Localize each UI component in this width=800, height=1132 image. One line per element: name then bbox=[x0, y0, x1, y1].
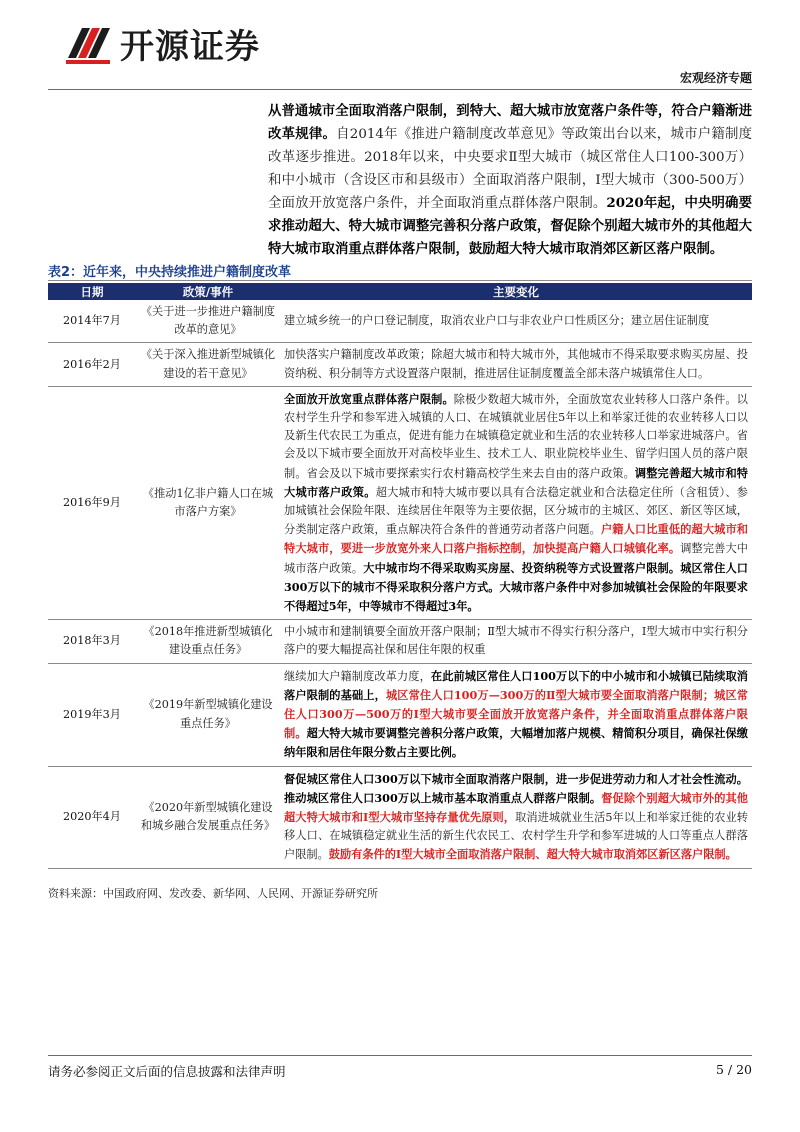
table-body bbox=[48, 300, 752, 868]
table-row bbox=[48, 386, 752, 619]
intro-text bbox=[268, 100, 752, 261]
text-segment: 督促除个别超大城市外的其他超大特大城市和Ⅰ型大城市坚持存量优先原则， bbox=[284, 790, 748, 825]
row-policy: 《2019年新型城镇化建设重点任务》 bbox=[136, 663, 280, 766]
row-date: 2014年7月 bbox=[48, 300, 136, 343]
intro-paragraph bbox=[268, 100, 752, 261]
table-title: 表2：近年来，中央持续推进户籍制度改革 bbox=[48, 265, 292, 280]
row-change bbox=[280, 620, 752, 663]
header-policy: 政策/事件 bbox=[136, 283, 280, 300]
row-policy: 《关于进一步推进户籍制度改革的意见》 bbox=[136, 300, 280, 343]
row-date: 2016年2月 bbox=[48, 343, 136, 386]
text-segment: 除极少数超大城市外，全面放宽农业转移人口落户条件。以农村学生升学和参军进入城镇的人口、在城镇就业居住5年以上和举家迁徙的农业转移人口以及新生代农民工为重点，促进有能力在城镇稳定就业和生活的农业转移人口举家进城落户。省会及以下城市要全面放开对高校毕业生、技术工人、职业院校毕业生、留学归国人员的落户限制。省会及以下城市要探索实行农村籍高校学生来去自由的落户政策。 bbox=[284, 392, 748, 480]
footer-divider bbox=[48, 1055, 752, 1056]
text-segment: 督促城区常住人口300万以下城市全面取消落户限制，进一步促进劳动力和人才社会性流动。推动城区常住人口300万以上城市基本取消重点人群落户限制。 bbox=[284, 771, 748, 805]
row-date: 2020年4月 bbox=[48, 766, 136, 868]
text-segment: 超大城市和特大城市要以具有合法稳定就业和合法稳定住所（含租赁）、参加城镇社会保险年限、连续居住年限等为主要依据，区分城市的主城区、郊区、新区等区域，分类制定落户政策，重点解决符合条件的普通劳动者落户问题。 bbox=[284, 485, 748, 537]
text-segment: 从普通城市全面取消落户限制，到特大、超大城市放宽落户条件等，符合户籍渐进改革规律。 bbox=[268, 103, 752, 142]
table-row bbox=[48, 663, 752, 766]
row-change bbox=[280, 766, 752, 868]
text-segment: 调整完善大中城市落户政策。 bbox=[284, 542, 748, 575]
row-date: 2016年9月 bbox=[48, 386, 136, 619]
header-divider bbox=[48, 89, 752, 90]
row-policy: 《推动1亿非户籍人口在城市落户方案》 bbox=[136, 386, 280, 619]
row-change bbox=[280, 386, 752, 619]
row-policy: 《2018年推进新型城镇化建设重点任务》 bbox=[136, 620, 280, 663]
brand-logo-mark-icon bbox=[62, 18, 118, 68]
text-segment: 鼓励有条件的Ⅰ型大城市全面取消落户限制、超大特大城市取消郊区新区落户限制。 bbox=[328, 847, 737, 862]
row-change bbox=[280, 343, 752, 386]
text-segment: 2020年起，中央明确要求推动超大、特大城市调整完善积分落户政策，督促除个别超大城市外的其他超大特大城市取消重点群体落户限制，鼓励超大特大城市取消郊区新区落户限制。 bbox=[268, 195, 752, 257]
row-change bbox=[280, 663, 752, 766]
table-row bbox=[48, 300, 752, 343]
row-policy: 《2020年新型城镇化建设和城乡融合发展重点任务》 bbox=[136, 766, 280, 868]
text-segment: 加快落实户籍制度改革政策；除超大城市和特大城市外，其他城市不得采取要求购买房屋、投资纳税、积分制等方式设置落户限制，推进居住证制度覆盖全部未落户城镇常住人口。 bbox=[284, 348, 748, 380]
text-segment: 全面放开放宽重点群体落户限制。 bbox=[284, 391, 454, 406]
table-header-row bbox=[48, 283, 752, 300]
page-header bbox=[0, 0, 800, 92]
text-segment: 取消进城就业生活5年以上和举家迁徙的农业转移人口、在城镇稳定就业生活的新生代农民工、农村学生升学和参军进城的人口等重点人群落户限制。 bbox=[284, 811, 748, 862]
row-change bbox=[280, 300, 752, 343]
header-date: 日期 bbox=[48, 283, 136, 300]
text-segment: 自2014年《推进户籍制度改革意见》等政策出台以来，城市户籍制度改革逐步推进。2018年以来，中央要求Ⅱ型大城市（城区常住人口100-300万）和中小城市（含设区市和县级市）全面取消落户限制，Ⅰ型大城市（300-500万）全面放开放宽落户条件，并全面取消重点群体落户限制。 bbox=[268, 127, 752, 211]
policy-table bbox=[48, 283, 752, 869]
table-row bbox=[48, 343, 752, 386]
table-row bbox=[48, 620, 752, 663]
text-segment: 建立城乡统一的户口登记制度，取消农业户口与非农业户口性质区分；建立居住证制度 bbox=[284, 314, 710, 328]
source-note: 资料来源：中国政府网、发改委、新华网、人民网、开源证券研究所 bbox=[48, 887, 378, 900]
text-segment: 大中城市均不得采取购买房屋、投资纳税等方式设置落户限制。城区常住人口300万以下的城市不得采取积分落户方式。大城市落户条件中对参加城镇社会保险的年限要求不得超过5年，中等城市不得超过3年。 bbox=[284, 560, 748, 614]
table-title-divider bbox=[48, 280, 752, 281]
footer-disclaimer: 请务必参阅正文后面的信息披露和法律声明 bbox=[48, 1064, 286, 1079]
brand-name: 开源证券 bbox=[120, 26, 260, 67]
page-number: 5 / 20 bbox=[715, 1062, 752, 1077]
text-segment: 在此前城区常住人口100万以下的中小城市和小城镇已陆续取消落户限制的基础上， bbox=[284, 668, 748, 702]
row-date: 2019年3月 bbox=[48, 663, 136, 766]
text-segment: 户籍人口比重低的超大城市和特大城市，要进一步放宽外来人口落户指标控制，加快提高户籍人口城镇化率。 bbox=[284, 522, 748, 556]
text-segment: 城区常住人口100万—300万的Ⅱ型大城市要全面取消落户限制；城区常住人口300万—500万的Ⅰ型大城市要全面放开放宽落户条件，并全面取消重点群体落户限制。 bbox=[284, 687, 748, 741]
text-segment: 超大特大城市要调整完善积分落户政策，大幅增加落户规模、精简积分项目，确保社保缴纳年限和居住年限分数占主要比例。 bbox=[284, 726, 748, 760]
text-segment: 调整完善超大城市和特大城市落户政策。 bbox=[284, 465, 748, 499]
table-row bbox=[48, 766, 752, 868]
header-change: 主要变化 bbox=[280, 283, 752, 300]
row-date: 2018年3月 bbox=[48, 620, 136, 663]
brand-logo bbox=[62, 18, 292, 68]
section-label: 宏观经济专题 bbox=[679, 71, 752, 85]
row-policy: 《关于深入推进新型城镇化建设的若干意见》 bbox=[136, 343, 280, 386]
text-segment: 中小城市和建制镇要全面放开落户限制；Ⅱ型大城市不得实行积分落户，Ⅰ型大城市中实行积分落户的要大幅提高社保和居住年限的权重 bbox=[284, 625, 748, 657]
text-segment: 继续加大户籍制度改革力度， bbox=[284, 669, 431, 683]
